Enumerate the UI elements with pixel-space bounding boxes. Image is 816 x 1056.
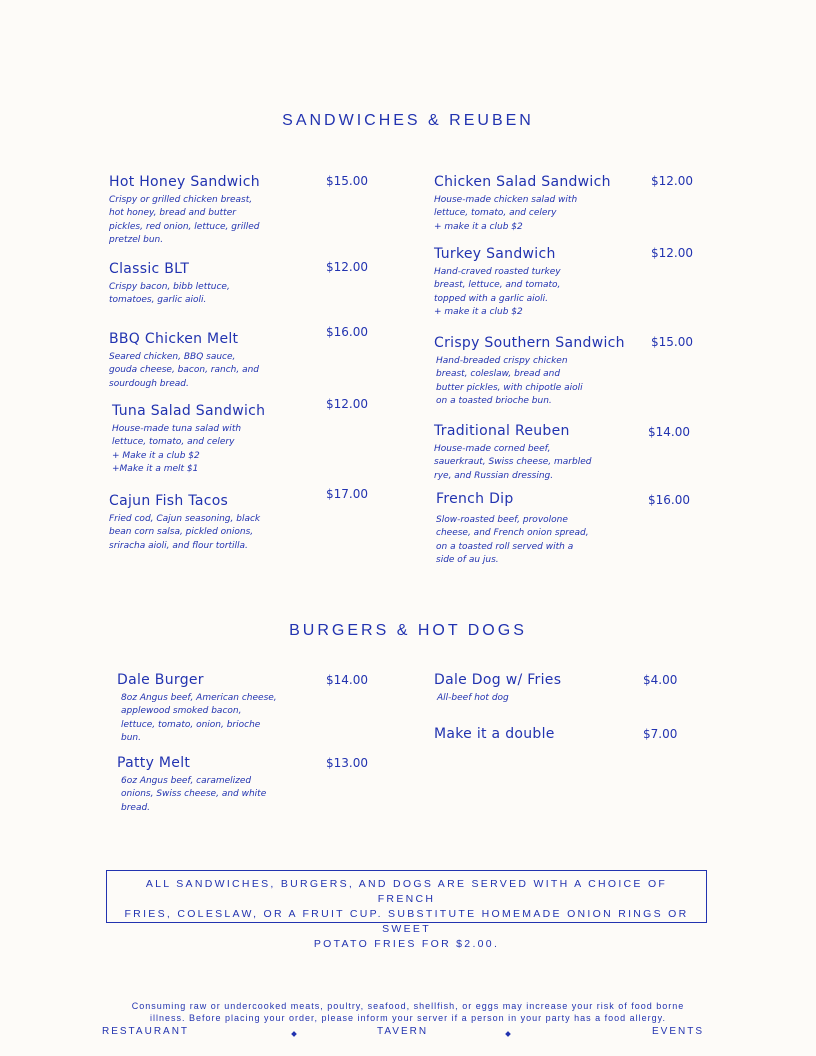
- desc-line: 8oz Angus beef, American cheese,: [121, 693, 277, 703]
- desc-line: lettuce, tomato, and celery: [434, 208, 557, 219]
- menu-item-make-it-a-double: [434, 725, 555, 743]
- item-name: Chicken Salad Sandwich: [434, 174, 611, 190]
- menu-item-bbq-chicken-melt: [109, 330, 259, 391]
- desc-line: pretzel bun.: [109, 235, 164, 246]
- disclaimer-line: illness. Before placing your order, please inform your server if a person in your party has a food allergy.: [149, 1013, 667, 1023]
- item-price: $15.00: [326, 174, 368, 188]
- item-description: [109, 351, 259, 391]
- menu-item-french-dip: [436, 490, 589, 568]
- desc-line: side of au jus.: [436, 555, 499, 566]
- desc-line: hot honey, bread and butter: [109, 208, 236, 219]
- desc-line: lettuce, tomato, onion, brioche: [121, 719, 261, 730]
- desc-line: + make it a club $2: [434, 221, 523, 232]
- desc-line: breast, coleslaw, bread and: [436, 369, 561, 380]
- section-title-sandwiches: SANDWICHES & REUBEN: [282, 112, 534, 129]
- desc-line: butter pickles, with chipotle aioli: [436, 382, 583, 393]
- item-price: $15.00: [651, 335, 693, 349]
- desc-line: pickles, red onion, lettuce, grilled: [109, 221, 260, 232]
- desc-line: rye, and Russian dressing.: [434, 470, 554, 481]
- desc-line: House-made corned beef,: [434, 444, 551, 454]
- item-name: Dale Dog w/ Fries: [434, 672, 562, 688]
- item-price: $16.00: [648, 493, 690, 507]
- desc-line: House-made chicken salad with: [434, 195, 578, 205]
- item-price: $17.00: [326, 487, 368, 501]
- item-price: $4.00: [643, 673, 678, 687]
- desc-line: onions, Swiss cheese, and white: [121, 789, 267, 800]
- footer-tavern: TAVERN: [377, 1026, 429, 1037]
- desc-line: bun.: [121, 733, 141, 744]
- footer-restaurant: RESTAURANT: [102, 1026, 190, 1037]
- item-name: Make it a double: [434, 726, 555, 742]
- menu-item-crispy-southern-sandwich: [434, 334, 625, 409]
- item-name: Crispy Southern Sandwich: [434, 335, 625, 351]
- item-price: $12.00: [326, 260, 368, 274]
- desc-line: breast, lettuce, and tomato,: [434, 280, 561, 291]
- item-name: Traditional Reuben: [434, 423, 570, 439]
- menu-item-tuna-salad-sandwich: [112, 402, 265, 477]
- desc-line: Crispy bacon, bibb lettuce,: [109, 282, 230, 292]
- item-name: Dale Burger: [117, 672, 204, 688]
- item-price: $13.00: [326, 756, 368, 770]
- menu-item-classic-blt: [109, 260, 230, 308]
- desc-line: House-made tuna salad with: [112, 424, 242, 434]
- desc-line: Seared chicken, BBQ sauce,: [109, 352, 236, 362]
- desc-line: Crispy or grilled chicken breast,: [109, 195, 253, 205]
- item-description: [436, 355, 625, 409]
- note-line: POTATO FRIES FOR $2.00.: [313, 938, 500, 950]
- note-line: FRIES, COLESLAW, OR A FRUIT CUP. SUBSTITUTE HOMEMADE ONION RINGS OR SWEET: [124, 908, 689, 935]
- item-name: Cajun Fish Tacos: [109, 493, 229, 509]
- desc-line: + Make it a club $2: [112, 450, 200, 461]
- item-description: [121, 775, 266, 815]
- desc-line: All-beef hot dog: [437, 693, 509, 703]
- menu-item-traditional-reuben: [434, 422, 591, 483]
- item-description: [112, 423, 265, 477]
- item-description: [434, 266, 561, 320]
- sides-note-box: [106, 870, 707, 950]
- desc-line: lettuce, tomato, and celery: [112, 437, 235, 448]
- item-description: [109, 513, 260, 553]
- item-price: $14.00: [326, 673, 368, 687]
- item-price: $12.00: [651, 174, 693, 188]
- menu-item-chicken-salad-sandwich: [434, 173, 611, 234]
- desc-line: applewood smoked bacon,: [121, 706, 242, 717]
- item-description: [109, 281, 230, 308]
- footer-events: EVENTS: [652, 1026, 705, 1037]
- desc-line: on a toasted brioche bun.: [436, 396, 552, 407]
- item-price: $14.00: [648, 425, 690, 439]
- allergy-disclaimer: [80, 1000, 736, 1024]
- menu-item-patty-melt: [117, 754, 266, 815]
- item-price: $16.00: [326, 325, 368, 339]
- item-name: Hot Honey Sandwich: [109, 174, 260, 190]
- footer-diamond-icon: [291, 1031, 297, 1037]
- desc-line: +Make it a melt $1: [112, 464, 199, 475]
- item-description: [121, 692, 277, 746]
- desc-line: 6oz Angus beef, caramelized: [121, 776, 252, 786]
- desc-line: Fried cod, Cajun seasoning, black: [109, 514, 261, 524]
- desc-line: on a toasted roll served with a: [436, 541, 574, 552]
- desc-line: Slow-roasted beef, provolone: [436, 515, 568, 525]
- item-price: $12.00: [326, 397, 368, 411]
- menu-item-dale-dog: [434, 671, 561, 705]
- section-title-burgers: BURGERS & HOT DOGS: [289, 622, 527, 639]
- item-name: French Dip: [436, 491, 514, 507]
- desc-line: sourdough bread.: [109, 378, 189, 389]
- menu-item-turkey-sandwich: [434, 245, 561, 320]
- desc-line: bread.: [121, 802, 151, 813]
- desc-line: Hand-craved roasted turkey: [434, 267, 561, 277]
- menu-item-cajun-fish-tacos: [109, 492, 260, 553]
- item-description: [434, 443, 591, 483]
- footer-diamond-icon: [505, 1031, 511, 1037]
- item-name: Patty Melt: [117, 755, 191, 771]
- menu-item-hot-honey-sandwich: [109, 173, 260, 248]
- desc-line: + make it a club $2: [434, 307, 523, 318]
- desc-line: sauerkraut, Swiss cheese, marbled: [434, 457, 592, 468]
- item-description: [109, 194, 260, 248]
- desc-line: sriracha aioli, and flour tortilla.: [109, 540, 248, 551]
- note-line: ALL SANDWICHES, BURGERS, AND DOGS ARE SERVED WITH A CHOICE OF FRENCH: [145, 878, 668, 905]
- desc-line: cheese, and French onion spread,: [436, 528, 589, 539]
- desc-line: tomatoes, garlic aioli.: [109, 295, 207, 306]
- item-name: Classic BLT: [109, 261, 190, 277]
- item-name: BBQ Chicken Melt: [109, 331, 239, 347]
- item-name: Tuna Salad Sandwich: [112, 403, 266, 419]
- desc-line: bean corn salsa, pickled onions,: [109, 527, 254, 538]
- item-name: Turkey Sandwich: [434, 246, 556, 262]
- item-price: $7.00: [643, 727, 678, 741]
- desc-line: topped with a garlic aioli.: [434, 293, 549, 304]
- item-price: $12.00: [651, 246, 693, 260]
- disclaimer-line: Consuming raw or undercooked meats, poultry, seafood, shellfish, or eggs may increase your risk of food borne: [131, 1001, 685, 1011]
- desc-line: gouda cheese, bacon, ranch, and: [109, 365, 260, 376]
- item-description: [437, 692, 561, 705]
- menu-item-dale-burger: [117, 671, 277, 746]
- item-description: [434, 194, 611, 234]
- desc-line: Hand-breaded crispy chicken: [436, 356, 568, 366]
- item-description: [436, 514, 589, 568]
